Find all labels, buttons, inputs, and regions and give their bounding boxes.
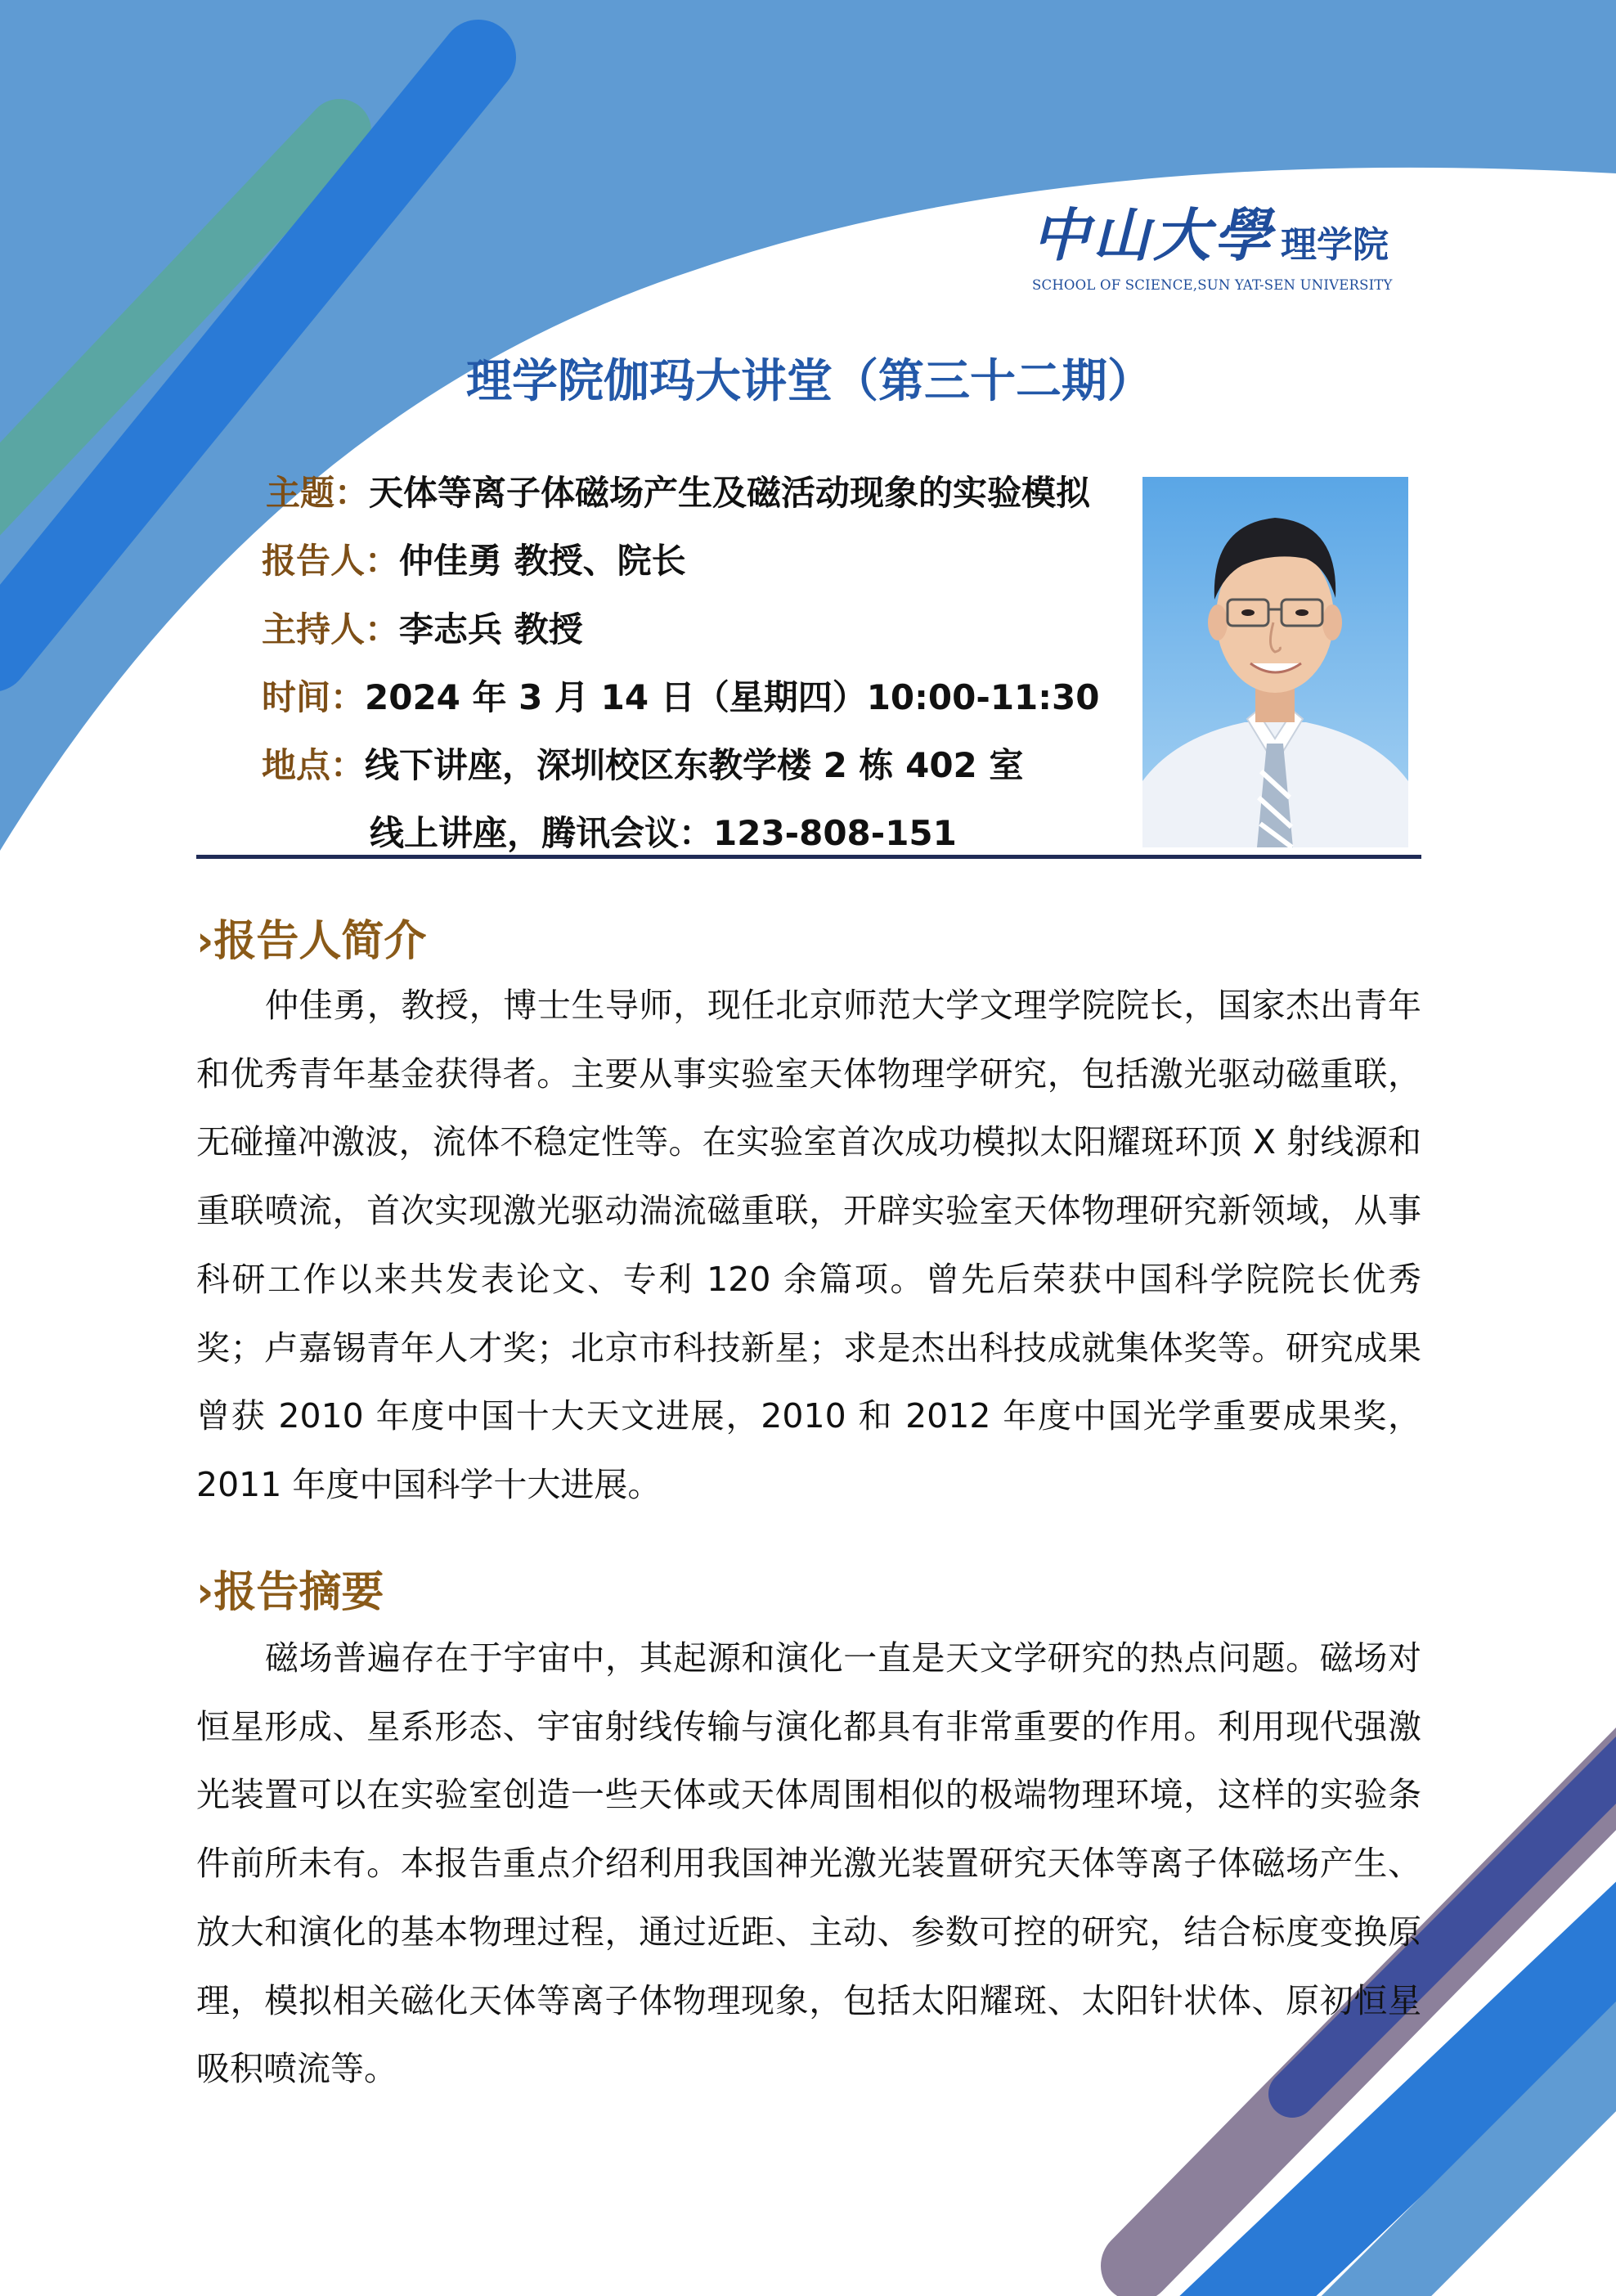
logo-school-name: 理学院 [1281, 224, 1389, 266]
host-value: 李志兵 教授 [399, 609, 583, 649]
location-label: 地点： [262, 745, 366, 785]
info-location [262, 739, 1023, 788]
info-host [262, 603, 583, 652]
info-speaker [262, 534, 686, 583]
time-value: 2024 年 3 月 14 日（星期四）10:00-11:30 [365, 677, 1100, 717]
logo-university-name: 中山大學 [1032, 201, 1274, 269]
logo-english-name: SCHOOL OF SCIENCE,SUN YAT-SEN UNIVERSITY [1032, 277, 1393, 293]
speaker-value: 仲佳勇 教授、院长 [399, 541, 686, 581]
logo-chinese [1032, 190, 1400, 272]
speaker-portrait [1142, 477, 1408, 847]
host-label: 主持人： [262, 609, 400, 649]
bio-heading: ›报告人简介 [196, 917, 427, 966]
location-offline: 线下讲座，深圳校区东教学楼 2 栋 402 室 [365, 745, 1024, 785]
speaker-photo [1142, 477, 1408, 847]
time-label: 时间： [262, 677, 366, 717]
topic-label: 主题： [266, 473, 370, 513]
section-divider [196, 855, 1421, 859]
topic-value: 天体等离子体磁场产生及磁活动现象的实验模拟 [369, 473, 1091, 513]
page-title: 理学院伽玛大讲堂（第三十二期） [466, 355, 1153, 408]
abstract-heading: ›报告摘要 [196, 1568, 384, 1617]
bio-text: 仲佳勇，教授，博士生导师，现任北京师范大学文理学院院长，国家杰出青年和优秀青年基金获得者。主要从事实验室天体物理学研究，包括激光驱动磁重联，无碰撞冲激波，流体不稳定性等。在实验室首次成功模拟太阳耀斑环顶 X 射线源和重联喷流，首次实现激光驱动湍流磁重联，开辟实验室天体物理研究新领域，从事科研工作以来共发表论文、专利 120 余篇项。曾先后荣获中国科学院院长优秀奖；卢嘉锡青年人才奖；北京市科技新星；求是杰出科技成就集体奖等。研究成果曾获 2010 年度中国十大天文进展，2010 和 2012 年度中国光学重要成果奖，2011 年度中国科学十大进展。 [196, 986, 1421, 1504]
university-logo [1032, 190, 1400, 293]
location-online: 线上讲座，腾讯会议：123-808-151 [370, 813, 957, 853]
info-time [262, 671, 1100, 720]
speaker-label: 报告人： [262, 541, 400, 581]
info-topic [266, 466, 1090, 515]
abstract-text: 磁场普遍存在于宇宙中，其起源和演化一直是天文学研究的热点问题。磁场对恒星形成、星系形态、宇宙射线传输与演化都具有非常重要的作用。利用现代强激光装置可以在实验室创造一些天体或天体周围相似的极端物理环境，这样的实验条件前所未有。本报告重点介绍利用我国神光激光装置研究天体等离子体磁场产生、放大和演化的基本物理过程，通过近距、主动、参数可控的研究，结合标度变换原理，模拟相关磁化天体等离子体物理现象，包括太阳耀斑、太阳针状体、原初恒星吸积喷流等。 [196, 1638, 1421, 2089]
